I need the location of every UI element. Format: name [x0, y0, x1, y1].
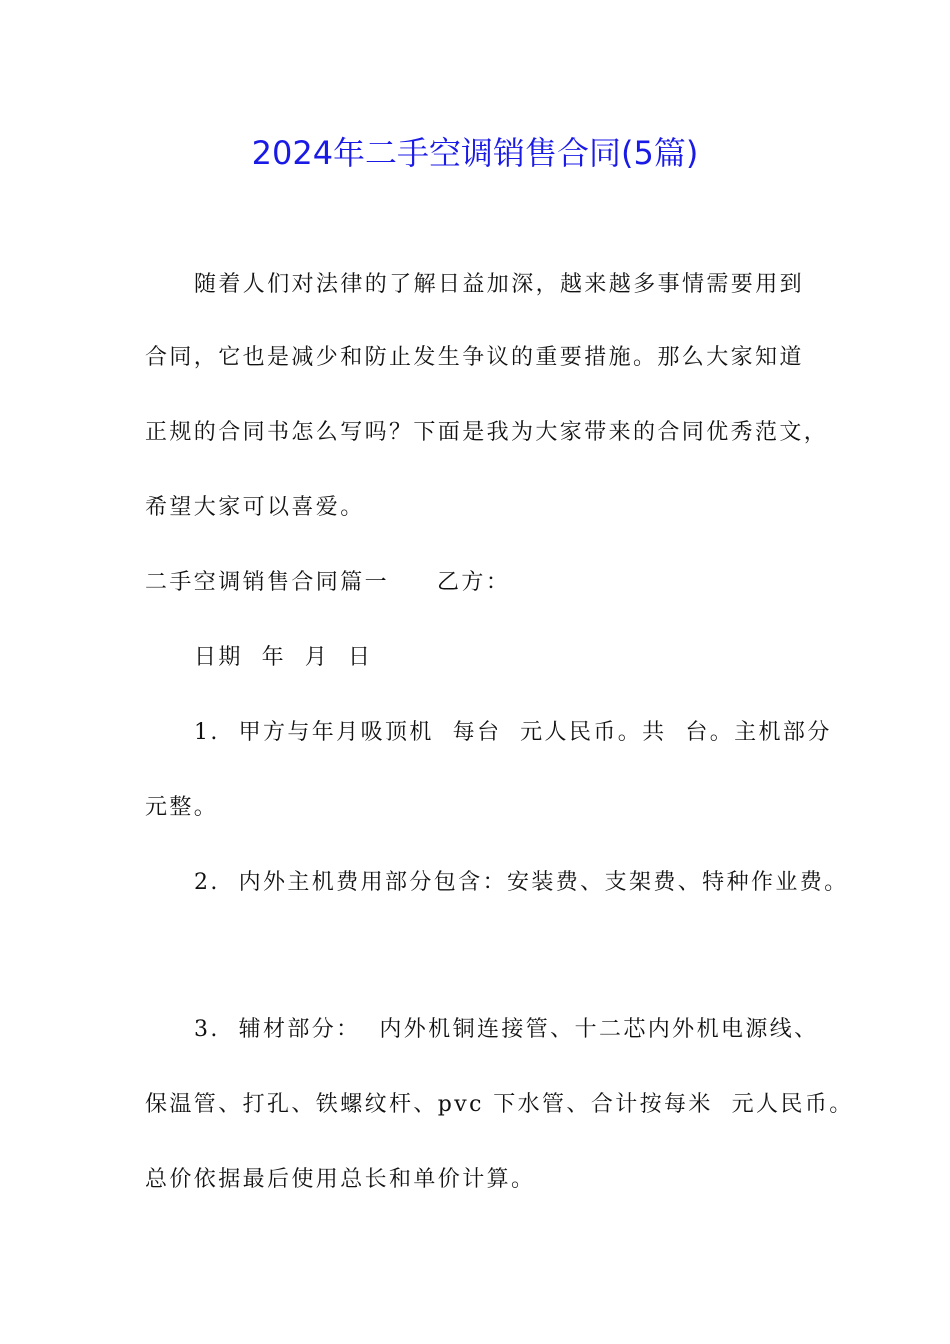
intro-line-4: 希望大家可以喜爱。: [145, 495, 365, 520]
intro-line-1: 随着人们对法律的了解日益加深，越来越多事情需要用到: [194, 272, 805, 297]
clause-3-line-2: 保温管、打孔、铁螺纹杆、pvc 下水管、合计按每米 元人民币。: [145, 1092, 854, 1117]
clause-1-line-2: 元整。: [145, 795, 219, 820]
party-b-label: 乙方：: [437, 570, 511, 595]
clause-2: 2. 内外主机费用部分包含：安装费、支架费、特种作业费。: [194, 870, 849, 895]
date-line: 日期 年 月 日: [194, 645, 373, 670]
clause-3-line-3: 总价依据最后使用总长和单价计算。: [145, 1167, 536, 1192]
section-heading-line: [145, 568, 845, 598]
intro-line-2: 合同，它也是减少和防止发生争议的重要措施。那么大家知道: [145, 345, 804, 370]
clause-3-line-1: 3. 辅材部分： 内外机铜连接管、十二芯内外机电源线、: [194, 1017, 819, 1042]
section-heading: 二手空调销售合同篇一: [145, 570, 390, 595]
intro-line-3: 正规的合同书怎么写吗？下面是我为大家带来的合同优秀范文，: [145, 420, 829, 445]
clause-1-line-1: 1. 甲方与年月吸顶机 每台 元人民币。共 台。主机部分: [194, 720, 832, 745]
document-title: 2024年二手空调销售合同(5篇): [251, 134, 699, 172]
